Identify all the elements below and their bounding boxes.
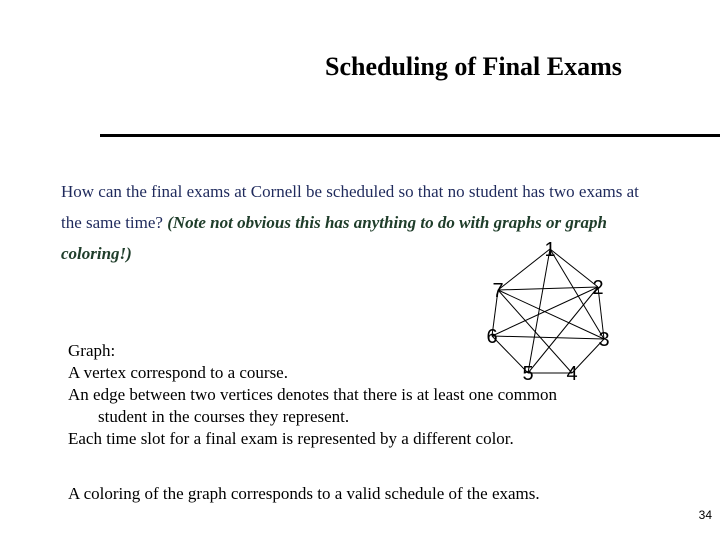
edge-6-3 (492, 336, 604, 339)
graph-description (68, 340, 668, 450)
intro-question: How can the final exams at Cornell be scheduled so that no student has two exams at the same time? (61, 182, 639, 232)
page-number: 34 (698, 508, 712, 522)
graph-heading: Graph: (68, 341, 116, 360)
vertex-7-label: 7 (492, 280, 504, 302)
vertex-definition: A vertex correspond to a course. (68, 363, 288, 382)
slide-title: Scheduling of Final Exams (325, 52, 622, 81)
vertex-3-label: 3 (598, 329, 610, 351)
vertex-6-label: 6 (486, 326, 498, 348)
edge-7-2 (498, 287, 598, 290)
edge-7-3 (498, 290, 604, 339)
edge-1-7 (498, 249, 550, 290)
vertex-2-label: 2 (592, 277, 604, 299)
intro-note: (Note not obvious this has anything to do with graphs or graph coloring!) (61, 213, 607, 263)
color-definition: Each time slot for a final exam is represented by a different color. (68, 429, 514, 448)
vertex-4-label: 4 (566, 363, 578, 385)
edge-1-2 (550, 249, 598, 287)
title-underline (100, 134, 720, 137)
vertex-1-label: 1 (544, 239, 556, 261)
edge-definition-line2: student in the courses they represent. (98, 407, 350, 426)
vertex-5-label: 5 (522, 363, 534, 385)
edge-definition-line1: An edge between two vertices denotes that there is at least one common (68, 385, 558, 404)
coloring-conclusion: A coloring of the graph corresponds to a valid schedule of the exams. (68, 484, 540, 503)
